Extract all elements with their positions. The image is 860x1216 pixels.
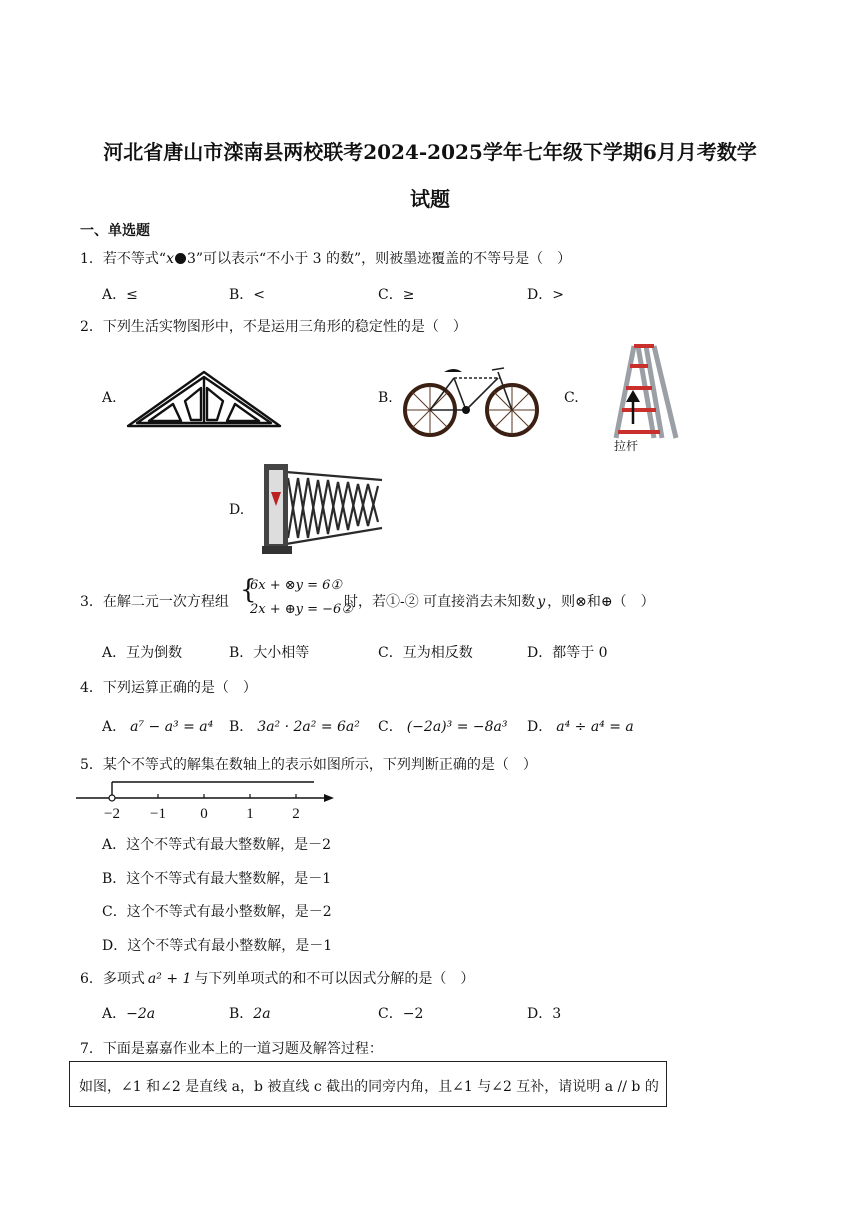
question-2: 2．下列生活实物图形中，不是运用三角形的稳定性的是（ ） xyxy=(80,319,467,335)
ladder-caption: 拉杆 xyxy=(614,439,639,453)
q6-value-a: −2a xyxy=(126,1006,156,1022)
doc-title-line1: 河北省唐山市滦南县两校联考2024-2025学年七年级下学期6月月考数学 xyxy=(103,140,757,164)
q1-text-a: 1．若不等式“ xyxy=(80,251,167,267)
q6-value-d: 3 xyxy=(552,1006,562,1022)
q6-option-d[interactable]: D．3 xyxy=(527,1006,562,1022)
q2-option-c-label[interactable]: C. xyxy=(564,390,579,406)
tick-label: 0 xyxy=(200,806,208,822)
q1-text-b: 3”可以表示“不小于 3 的数”，则被墨迹覆盖的不等号是（ ） xyxy=(186,251,572,267)
q6-polynomial: a² + 1 xyxy=(147,971,192,987)
question-6 xyxy=(80,968,474,988)
q1-option-b[interactable]: B．< xyxy=(229,287,266,303)
brace-icon: { xyxy=(240,575,257,605)
q3-text-c: ，则⊗和⊕（ ） xyxy=(547,594,655,610)
q2-option-a-label[interactable]: A. xyxy=(102,390,117,406)
ladder-image xyxy=(608,342,680,440)
question-7: 7．下面是嘉嘉作业本上的一道习题及解答过程： xyxy=(80,1041,383,1057)
q4-expr-a: a⁷ − a³ = a⁴ xyxy=(130,719,214,735)
q3-option-b[interactable]: B．大小相等 xyxy=(229,645,310,661)
q6-text-a: 6．多项式 xyxy=(80,971,145,987)
doc-title-line2: 试题 xyxy=(410,187,450,211)
tick-label: 2 xyxy=(292,806,300,822)
q4-option-c[interactable]: C． (−2a)³ = −8a³ xyxy=(378,719,508,735)
tick-label: 1 xyxy=(246,806,254,822)
problem-box-text: 如图，∠1 和∠2 是直线 a，b 被直线 c 截出的同旁内角，且∠1 与∠2 互补，请说明 a // b 的 xyxy=(79,1079,659,1095)
question-4: 4．下列运算正确的是（ ） xyxy=(80,680,257,696)
q1-option-d[interactable]: D．> xyxy=(527,287,564,303)
ink-blot-icon xyxy=(175,253,186,264)
tick-label: −2 xyxy=(104,806,120,822)
q5-option-c[interactable]: C．这个不等式有最小整数解，是－2 xyxy=(102,904,332,920)
q1-option-a[interactable]: A．≤ xyxy=(102,287,138,303)
q3-option-a[interactable]: A．互为倒数 xyxy=(102,645,183,661)
q5-option-b[interactable]: B．这个不等式有最大整数解，是－1 xyxy=(102,871,332,887)
q6-value-b: 2a xyxy=(253,1006,271,1022)
bicycle-image xyxy=(402,358,538,438)
q3-equation-2: 2x + ⊕y = −6② xyxy=(250,602,353,617)
retractable-gate-image xyxy=(258,458,386,556)
q3-text-a: 3．在解二元一次方程组 xyxy=(80,594,229,610)
q6-option-a[interactable]: A．−2a xyxy=(102,1006,156,1022)
q6-value-c: −2 xyxy=(402,1006,424,1022)
number-line xyxy=(76,776,338,824)
q4-option-d[interactable]: D． a⁴ ÷ a⁴ = a xyxy=(527,719,634,735)
question-3-tail xyxy=(344,591,655,611)
q1-option-c[interactable]: C．≥ xyxy=(378,287,415,303)
q6-option-b[interactable]: B．2a xyxy=(229,1006,271,1022)
question-5: 5．某个不等式的解集在数轴上的表示如图所示，下列判断正确的是（ ） xyxy=(80,757,537,773)
q3-equation-1: 6x + ⊗y = 6① xyxy=(250,578,343,593)
q6-text-b: 与下列单项式的和不可以因式分解的是（ ） xyxy=(194,971,475,987)
q6-option-c[interactable]: C．−2 xyxy=(378,1006,424,1022)
q3-option-c[interactable]: C．互为相反数 xyxy=(378,645,473,661)
q2-option-b-label[interactable]: B. xyxy=(378,390,393,406)
q5-option-d[interactable]: D．这个不等式有最小整数解，是－1 xyxy=(102,938,333,954)
question-1 xyxy=(80,248,571,268)
q5-option-a[interactable]: A．这个不等式有最大整数解，是－2 xyxy=(102,837,332,853)
q3-option-d[interactable]: D．都等于 0 xyxy=(527,645,608,661)
section-heading: 一、单选题 xyxy=(80,223,150,239)
q3-var-y: y xyxy=(537,594,546,610)
roof-truss-image xyxy=(125,368,283,430)
q2-option-d-label[interactable]: D. xyxy=(229,502,245,518)
q1-var-x: x xyxy=(166,251,174,267)
q4-option-a[interactable]: A． a⁷ − a³ = a⁴ xyxy=(102,719,214,735)
q4-expr-c: (−2a)³ = −8a³ xyxy=(406,719,508,735)
tick-label: −1 xyxy=(150,806,166,822)
q3-text-b: 时，若①-② 可直接消去未知数 xyxy=(344,594,536,610)
q4-expr-d: a⁴ ÷ a⁴ = a xyxy=(556,719,634,735)
q4-option-b[interactable]: B． 3a² · 2a² = 6a² xyxy=(229,719,360,735)
q4-expr-b: 3a² · 2a² = 6a² xyxy=(257,719,360,735)
